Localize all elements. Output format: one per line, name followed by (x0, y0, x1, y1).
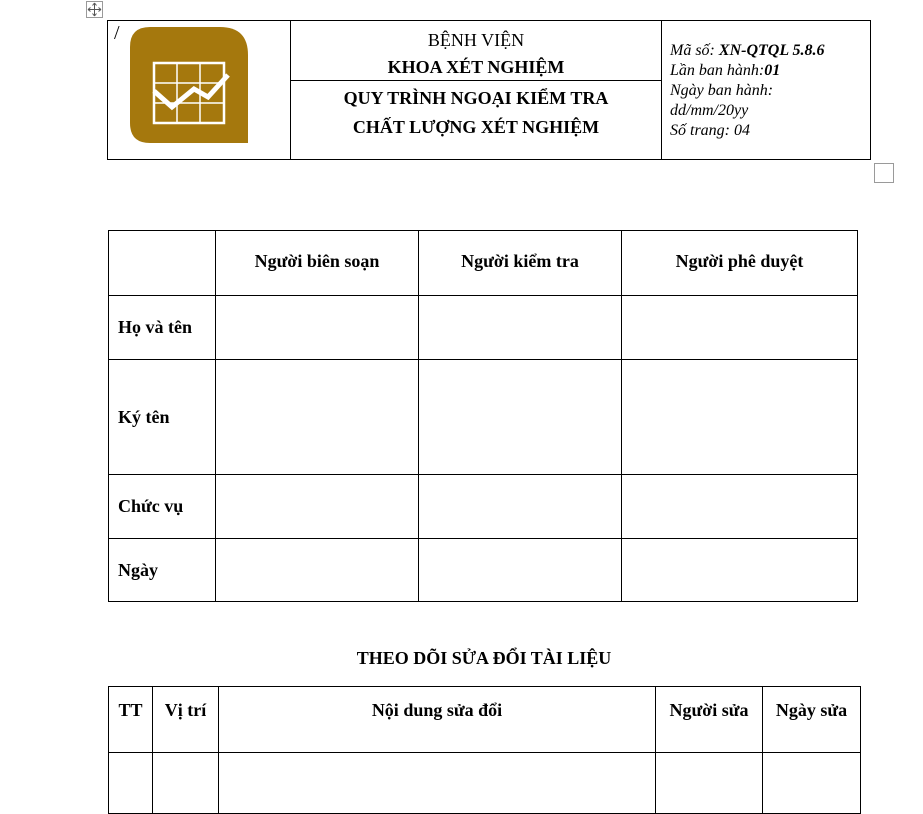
signature-corner-cell[interactable] (109, 231, 216, 296)
column-header-index[interactable]: TT (109, 687, 153, 753)
revision-cell-index[interactable] (109, 753, 153, 814)
row-date (109, 539, 858, 602)
issue-date-value: dd/mm/20yy (670, 102, 749, 119)
column-header-approver[interactable]: Người phê duyệt (622, 231, 858, 296)
cell-reviewer-signature[interactable] (419, 360, 622, 475)
department-name: KHOA XÉT NGHIỆM (387, 57, 565, 77)
table-resize-handle-icon[interactable] (874, 163, 894, 183)
row-label-full-name[interactable]: Họ và tên (109, 296, 216, 360)
document-meta-cell (662, 21, 871, 160)
issue-date-label: Ngày ban hành: (670, 82, 774, 99)
row-label-date[interactable]: Ngày (109, 539, 216, 602)
revision-cell-editor[interactable] (656, 753, 763, 814)
cell-approver-date[interactable] (622, 539, 858, 602)
issue-number: Lần ban hành:01 (670, 62, 781, 79)
row-label-position[interactable]: Chức vụ (109, 475, 216, 539)
cell-author-date[interactable] (216, 539, 419, 602)
cell-approver-signature[interactable] (622, 360, 858, 475)
revision-header-row (109, 687, 861, 753)
procedure-title-line2: CHẤT LƯỢNG XÉT NGHIỆM (352, 117, 600, 137)
slash-mark: / (114, 22, 120, 44)
column-header-content[interactable]: Nội dung sửa đổi (219, 687, 656, 753)
table-move-handle[interactable] (86, 1, 103, 18)
cell-approver-position[interactable] (622, 475, 858, 539)
row-full-name (109, 296, 858, 360)
column-header-author[interactable]: Người biên soạn (216, 231, 419, 296)
revision-section-title: THEO DÕI SỬA ĐỔI TÀI LIỆU (356, 648, 612, 668)
cell-author-position[interactable] (216, 475, 419, 539)
column-header-edit-date[interactable]: Ngày sửa (763, 687, 861, 753)
hospital-name: BỆNH VIỆN (427, 30, 525, 50)
column-header-reviewer[interactable]: Người kiểm tra (419, 231, 622, 296)
revision-cell-content[interactable] (219, 753, 656, 814)
row-position (109, 475, 858, 539)
logo-cell (108, 21, 291, 160)
cell-author-signature[interactable] (216, 360, 419, 475)
cell-reviewer-date[interactable] (419, 539, 622, 602)
cell-author-name[interactable] (216, 296, 419, 360)
cell-reviewer-position[interactable] (419, 475, 622, 539)
revision-table (108, 686, 861, 814)
document-header-table (107, 20, 871, 160)
revision-cell-location[interactable] (153, 753, 219, 814)
revision-row (109, 753, 861, 814)
column-header-editor[interactable]: Người sửa (656, 687, 763, 753)
title-cell (291, 21, 662, 160)
revision-cell-date[interactable] (763, 753, 861, 814)
procedure-title-line1: QUY TRÌNH NGOẠI KIỂM TRA (343, 88, 609, 108)
cell-approver-name[interactable] (622, 296, 858, 360)
signature-table (108, 230, 858, 602)
move-arrows-icon (87, 2, 102, 17)
row-signature (109, 360, 858, 475)
row-label-signature[interactable]: Ký tên (109, 360, 216, 475)
lab-chart-logo-icon (130, 27, 248, 145)
page-count: Số trang: 04 (670, 122, 750, 139)
signature-header-row (109, 231, 858, 296)
column-header-location[interactable]: Vị trí (153, 687, 219, 753)
document-code: Mã số: XN-QTQL 5.8.6 (670, 42, 825, 59)
cell-reviewer-name[interactable] (419, 296, 622, 360)
